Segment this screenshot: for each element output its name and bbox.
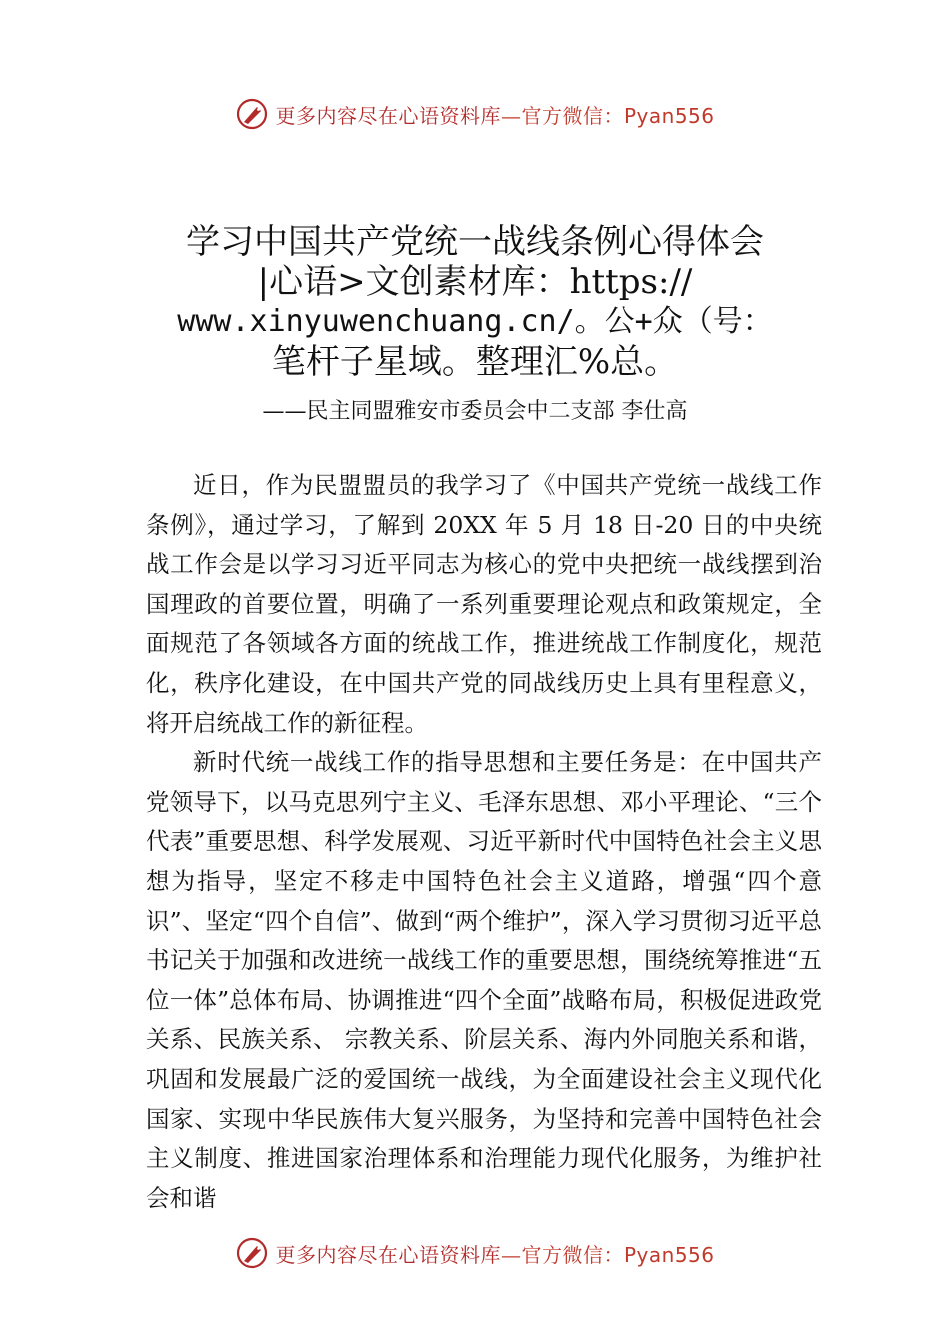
- document-title: [150, 222, 800, 382]
- title-line-2: |心语>文创素材库：https://: [257, 262, 693, 302]
- title-line-4: 笔杆子星域。整理汇%总。: [271, 342, 679, 382]
- banner-wechat-label: —官方微信：: [500, 103, 624, 128]
- banner-main-text: 更多内容尽在心语资料库: [275, 103, 501, 128]
- footer-banner: [0, 1233, 950, 1273]
- title-line-1: 学习中国共产党统一战线条例心得体会: [186, 222, 764, 262]
- pen-nib-logo-icon: [235, 97, 269, 131]
- header-banner: [0, 94, 950, 134]
- document-body: [146, 466, 822, 1218]
- banner-main-text: 更多内容尽在心语资料库: [275, 1242, 501, 1267]
- title-line-3: www.xinyuwenchuang.cn/。公+众（号：: [177, 304, 773, 339]
- banner-text: [275, 1239, 714, 1268]
- author-line: ——民主同盟雅安市委员会中二支部 李仕高: [262, 399, 688, 424]
- banner-wechat-id: Pyan556: [623, 1242, 715, 1267]
- paragraph-2: 新时代统一战线工作的指导思想和主要任务是：在中国共产党领导下，以马克思列宁主义、毛泽东思想、邓小平理论、“三个代表”重要思想、科学发展观、习近平新时代中国特色社会主义思想为指导，坚定不移走中国特色社会主义道路，增强“四个意识”、坚定“四个自信”、做到“两个维护”，深入学习贯彻习近平总书记关于加强和改进统一战线工作的重要思想，围绕统筹推进“五位一体”总体布局、协调推进“四个全面”战略布局，积极促进政党关系、民族关系、 宗教关系、阶层关系、海内外同胞关系和谐，巩固和发展最广泛的爱国统一战线，为全面建设社会主义现代化国家、实现中华民族伟大复兴服务，为坚持和完善中国特色社会主义制度、推进国家治理体系和治理能力现代化服务，为维护社会和谐: [146, 748, 822, 1212]
- paragraph-1: 近日，作为民盟盟员的我学习了《中国共产党统一战线工作条例》，通过学习，了解到 20XX 年 5 月 18 日-20 日的中央统战工作会是以学习习近平同志为核心的党中央把统一战线摆到治国理政的首要位置，明确了一系列重要理论观点和政策规定，全面规范了各领域各方面的统战工作，推进统战工作制度化，规范化，秩序化建设，在中国共产党的同战线历史上具有里程意义，将开启统战工作的新征程。: [146, 471, 822, 737]
- banner-wechat-id: Pyan556: [623, 103, 715, 128]
- banner-wechat-label: —官方微信：: [500, 1242, 624, 1267]
- banner-text: [275, 100, 714, 129]
- pen-nib-logo-icon: [235, 1236, 269, 1270]
